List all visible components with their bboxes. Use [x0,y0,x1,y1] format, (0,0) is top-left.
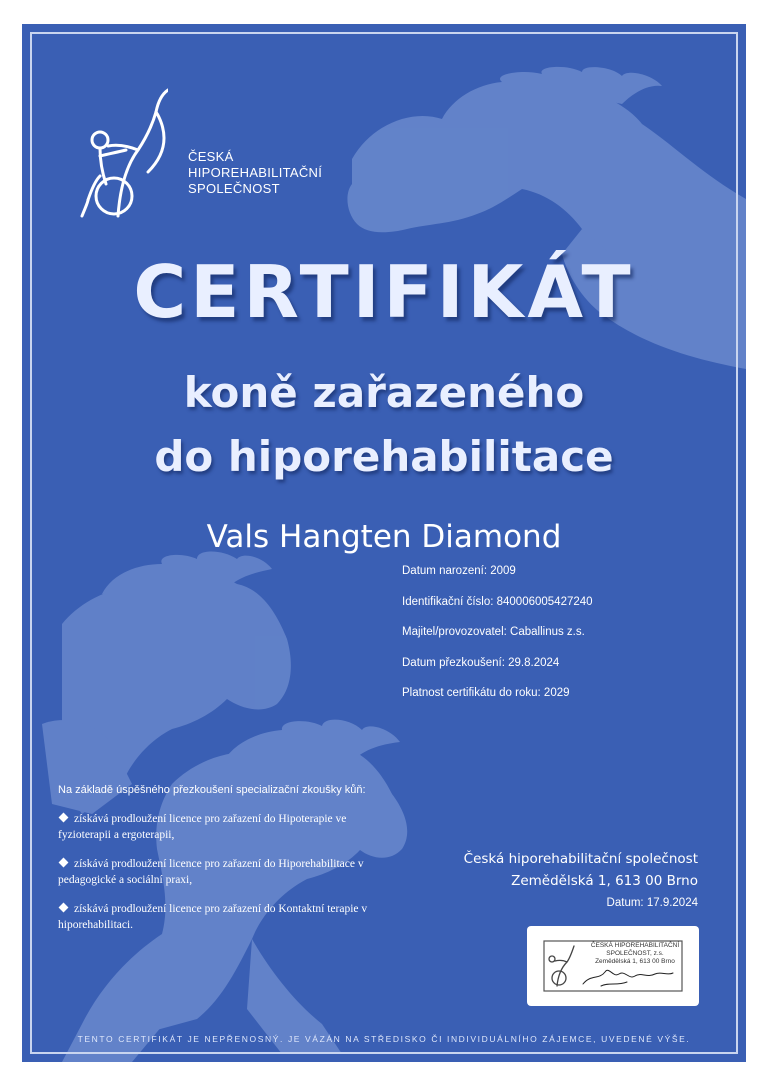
detail-value: Caballinus z.s. [510,626,585,638]
issue-date-label: Datum: [606,897,644,909]
logo-text [188,149,322,197]
issuer-block [464,848,698,914]
detail-exam-date [402,657,593,688]
stamp-line-2: SPOLEČNOST, z.s. [606,950,664,957]
detail-birth-date [402,565,593,596]
logo-line-3: SPOLEČNOST [188,181,280,196]
logo-line-1: ČESKÁ [188,149,234,164]
benefits-intro: Na základě úspěšného přezkoušení specializační zkoušky kůň: [58,784,366,796]
certificate-title: CERTIFIKÁT [133,250,635,334]
issuer-address: Zemědělská 1, 613 00 Brno [511,873,698,889]
benefit-item [58,856,388,888]
detail-validity [402,687,593,718]
stamp-box [527,926,699,1006]
stamp-line-3: Zemědělská 1, 613 00 Brno [595,958,675,965]
benefit-text: získává prodloužení licence pro zařazení do Hiporehabilitace v pedagogické a sociální praxi, [58,858,364,886]
benefits-list [58,811,388,946]
diamond-bullet-icon [59,813,69,823]
diamond-bullet-icon [59,903,69,913]
detail-id-number [402,596,593,627]
stamp-line-1: ČESKÁ HIPOREHABILITAČNÍ [590,942,680,949]
horse-details [402,565,593,718]
benefit-text: získává prodloužení licence pro zařazení do Kontaktní terapie v hiporehabilitaci. [58,903,368,931]
benefit-item [58,811,388,843]
detail-value: 2009 [490,565,516,577]
certificate-subtitle-line-1: koně zařazeného [183,368,585,417]
logo-line-2: HIPOREHABILITAČNÍ [188,165,323,180]
detail-label: Platnost certifikátu do roku: [402,687,541,699]
detail-label: Majitel/provozovatel: [402,626,507,638]
horse-name: Vals Hangten Diamond [206,519,562,555]
benefit-item [58,901,388,933]
detail-value: 2029 [543,687,570,699]
detail-owner [402,626,593,657]
detail-label: Datum přezkoušení: [402,656,505,669]
rider-wheelchair-horse-logo [78,88,168,218]
detail-value: 29.8.2024 [508,656,560,669]
diamond-bullet-icon [59,858,69,868]
footer-note: TENTO CERTIFIKÁT JE NEPŘENOSNÝ. JE VÁZÁN NA STŘEDISKO ČI INDIVIDUÁLNÍHO ZÁJEMCE, UVEDENÉ VÝŠE. [77,1034,691,1044]
certificate-page [22,24,746,1062]
benefit-text: získává prodloužení licence pro zařazení do Hipoterapie ve fyzioterapii a ergoterapii, [58,813,347,841]
issue-date [464,892,698,914]
issuer-name: Česká hiporehabilitační společnost [463,851,698,867]
detail-label: Datum narození: [402,565,488,577]
issue-date-value: 17.9.2024 [646,897,698,909]
certificate-subtitle-line-2: do hiporehabilitace [154,432,614,481]
detail-value: 840006005427240 [496,595,593,608]
detail-label: Identifikační číslo: [402,595,494,608]
stamp-text [585,942,685,966]
